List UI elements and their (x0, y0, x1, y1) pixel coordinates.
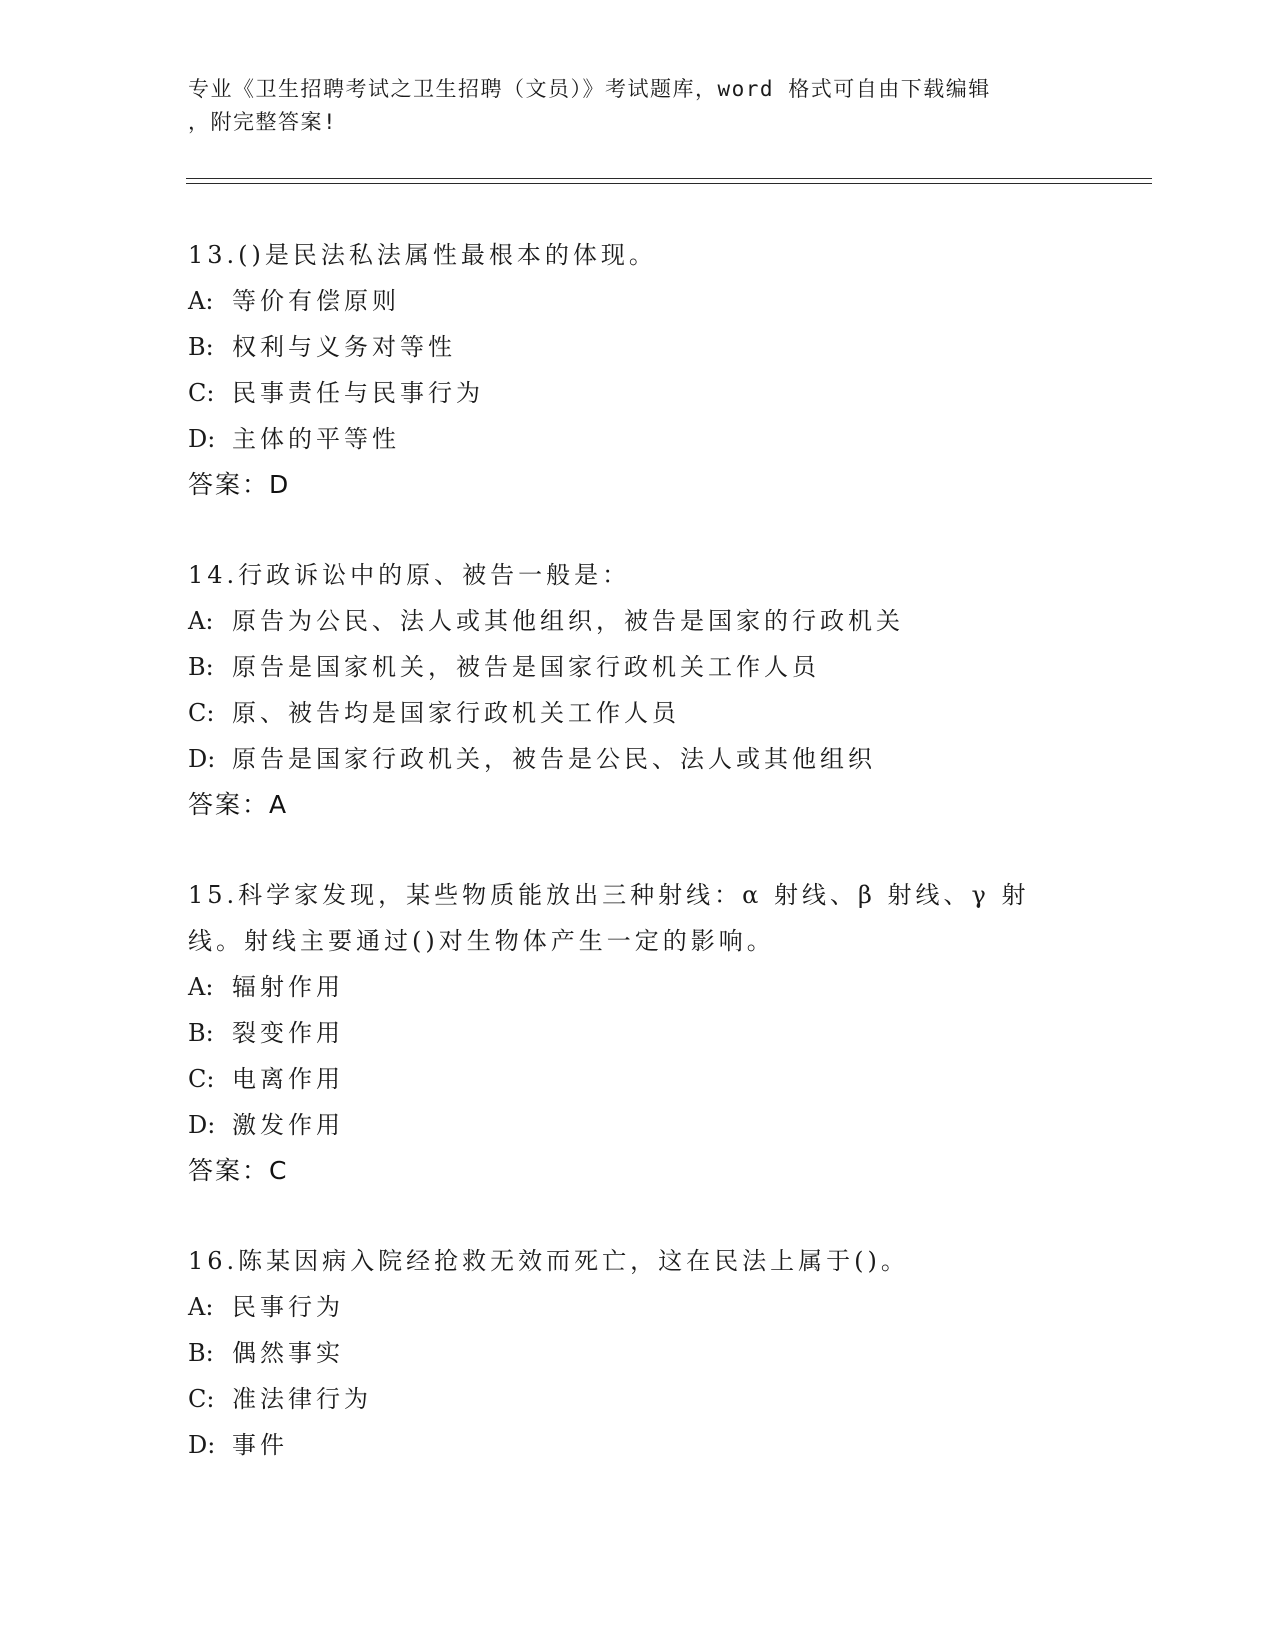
option-text: 等价有偿原则 (232, 287, 400, 315)
header-divider-bottom (186, 183, 1152, 184)
question-15 (188, 872, 1088, 1194)
question-16 (188, 1238, 1088, 1468)
question-stem (188, 872, 1068, 964)
option-text: 权利与义务对等性 (232, 333, 456, 361)
option-text: 原告是国家机关，被告是国家行政机关工作人员 (232, 653, 820, 681)
option-a (188, 278, 1088, 324)
option-letter: C: (188, 699, 215, 727)
header-title-line-1: 专业《卫生招聘考试之卫生招聘（文员）》考试题库，word 格式可自由下载编辑 (188, 77, 991, 101)
document-header (188, 73, 1068, 139)
option-c (188, 690, 1088, 736)
answer-line: 答案：C (188, 1156, 289, 1185)
question-stem (188, 232, 1068, 278)
option-letter: D: (188, 425, 216, 453)
option-letter: C: (188, 1065, 215, 1093)
option-a (188, 598, 1088, 644)
answer-line: 答案：A (188, 790, 289, 819)
option-text: 事件 (232, 1431, 288, 1459)
option-d (188, 1102, 1088, 1148)
option-b (188, 1010, 1088, 1056)
question-number: 13. (188, 241, 239, 269)
option-c (188, 1056, 1088, 1102)
question-text: ()是民法私法属性最根本的体现。 (238, 241, 657, 269)
option-text: 民事行为 (232, 1293, 344, 1321)
option-text: 民事责任与民事行为 (232, 379, 484, 407)
option-letter: B: (188, 1019, 214, 1047)
option-letter: B: (188, 1339, 214, 1367)
option-text: 原告为公民、法人或其他组织，被告是国家的行政机关 (232, 607, 904, 635)
option-text: 原告是国家行政机关，被告是公民、法人或其他组织 (232, 745, 876, 773)
option-b (188, 324, 1088, 370)
option-text: 准法律行为 (232, 1385, 372, 1413)
option-text: 激发作用 (232, 1111, 344, 1139)
option-a (188, 964, 1088, 1010)
option-a (188, 1284, 1088, 1330)
option-text: 原、被告均是国家行政机关工作人员 (232, 699, 680, 727)
question-stem (188, 1238, 1068, 1284)
question-text: 科学家发现，某些物质能放出三种射线：α 射线、β 射线、γ 射线。射线主要通过()对生物体产生一定的影响。 (188, 881, 1030, 955)
option-c (188, 1376, 1088, 1422)
option-letter: A: (188, 607, 214, 635)
option-b (188, 644, 1088, 690)
answer-line: 答案：D (188, 470, 291, 499)
option-letter: D: (188, 1431, 216, 1459)
option-letter: A: (188, 1293, 214, 1321)
option-d (188, 736, 1088, 782)
option-letter: A: (188, 973, 214, 1001)
option-letter: A: (188, 287, 214, 315)
option-letter: C: (188, 1385, 215, 1413)
question-list (188, 232, 1088, 1512)
question-text: 陈某因病入院经抢救无效而死亡，这在民法上属于()。 (238, 1247, 909, 1275)
option-letter: B: (188, 333, 214, 361)
option-c (188, 370, 1088, 416)
option-letter: D: (188, 1111, 216, 1139)
option-d (188, 1422, 1088, 1468)
option-text: 裂变作用 (232, 1019, 344, 1047)
header-divider-top (186, 178, 1152, 179)
question-stem (188, 552, 1068, 598)
question-text: 行政诉讼中的原、被告一般是： (238, 561, 631, 589)
question-number: 15. (188, 881, 239, 909)
option-letter: B: (188, 653, 214, 681)
question-number: 14. (188, 561, 239, 589)
option-b (188, 1330, 1088, 1376)
header-title-line-2: ，附完整答案! (188, 110, 338, 134)
option-text: 电离作用 (232, 1065, 344, 1093)
option-text: 偶然事实 (232, 1339, 344, 1367)
question-13 (188, 232, 1088, 508)
option-letter: D: (188, 745, 216, 773)
option-letter: C: (188, 379, 215, 407)
question-14 (188, 552, 1088, 828)
option-d (188, 416, 1088, 462)
option-text: 主体的平等性 (232, 425, 400, 453)
question-number: 16. (188, 1247, 239, 1275)
option-text: 辐射作用 (232, 973, 344, 1001)
